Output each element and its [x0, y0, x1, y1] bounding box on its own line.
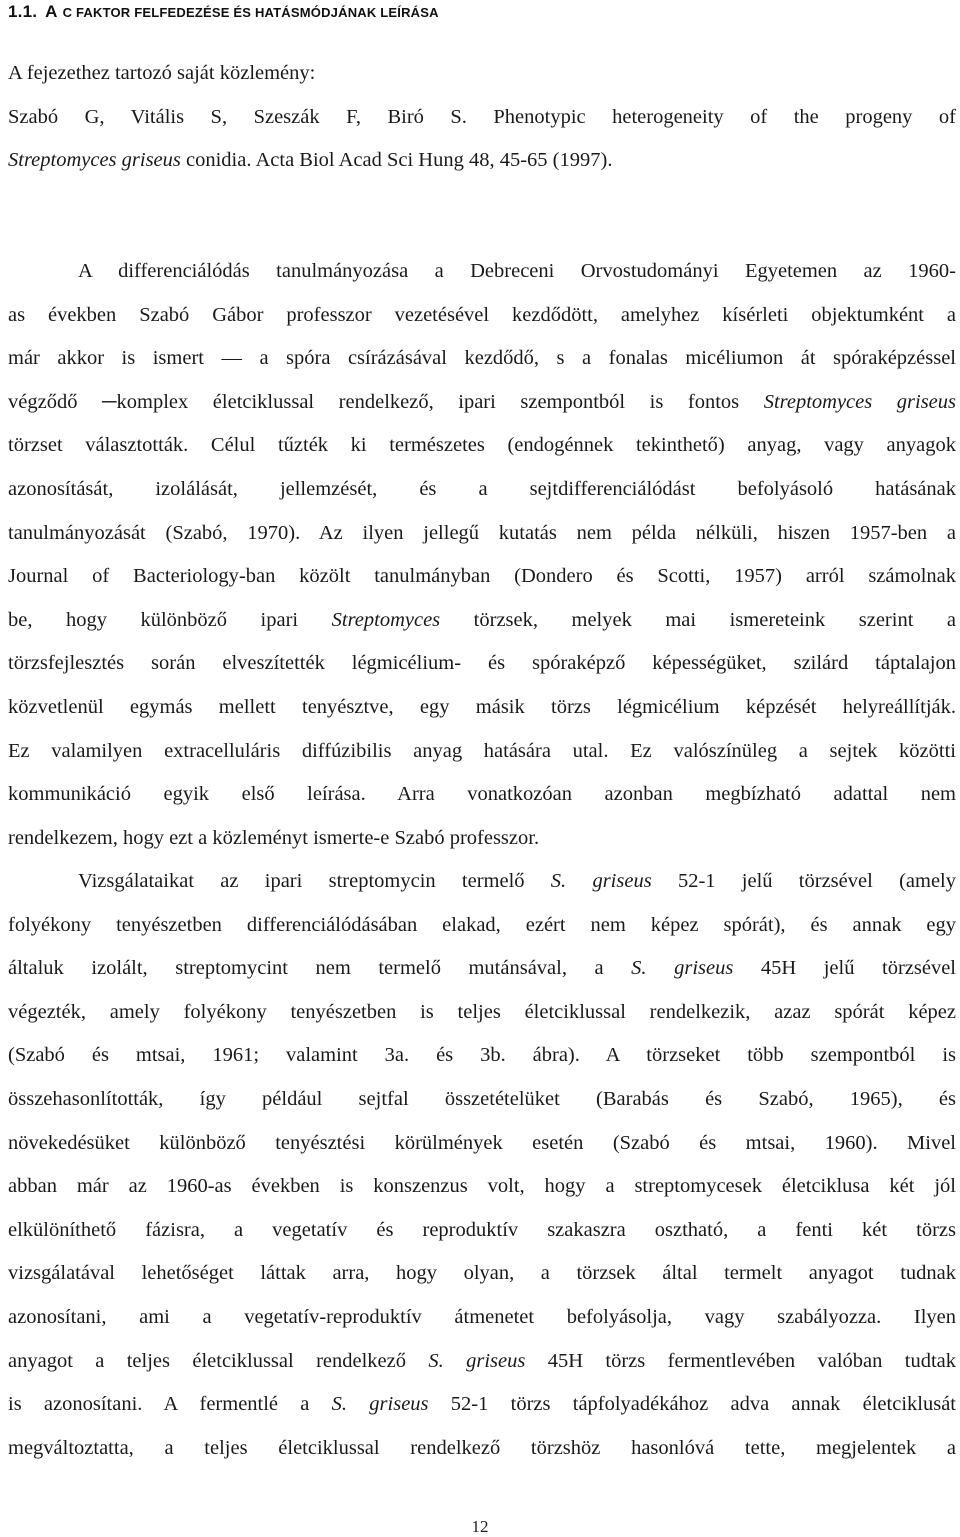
paragraph-line: Ez valamilyen extracelluláris diffúzibilis anyag hatására utal. Ez valószínüleg a sejtek közötti — [8, 739, 956, 762]
paragraph-line: végezték, amely folyékony tenyészetben is teljes életciklussal rendelkezik, azaz spórát képez — [8, 1000, 956, 1023]
line-text: 45H jelű törzsével — [733, 957, 956, 980]
paragraph-line — [8, 1340, 956, 1384]
line-text: anyagot a teljes életciklussal rendelkező — [8, 1349, 429, 1372]
paragraph-line: A differenciálódás tanulmányozása a Debreceni Orvostudományi Egyetemen az 1960- — [78, 260, 956, 282]
species-name: S. griseus — [550, 870, 652, 892]
publication-journal-line — [8, 139, 956, 183]
paragraph-line — [8, 599, 956, 643]
paragraph-line: már akkor is ismert — a spóra csírázásával kezdődő, s a fonalas micéliumon át spóraképzéssel — [8, 347, 956, 370]
section-title: C FAKTOR FELFEDEZÉSE ÉS HATÁSMÓDJÁNAK LEÍRÁSA — [62, 5, 439, 20]
publication-intro: A fejezethez tartozó saját közlemény: — [8, 62, 316, 84]
line-text: 45H törzs fermentlevében valóban tudtak — [525, 1349, 956, 1372]
section-title-initial: A — [45, 2, 58, 21]
paragraph-line — [8, 947, 956, 991]
species-name: S. griseus — [428, 1349, 526, 1372]
paragraph-line: rendelkezem, hogy ezt a közleményt ismerte-e Szabó professzor. — [8, 826, 540, 849]
publication-species: Streptomyces griseus — [8, 149, 181, 171]
paragraph-line — [8, 860, 956, 904]
line-text: 52-1 jelű törzsével (amely — [651, 870, 956, 892]
paragraph-line: Journal of Bacteriology-ban közölt tanulmányban (Dondero és Scotti, 1957) arról számolnak — [8, 565, 956, 588]
line-text: 52-1 törzs tápfolyadékához adva annak életciklusát — [428, 1393, 956, 1416]
paragraph-line: törzset választották. Célul tűzték ki természetes (endogénnek tekinthető) anyag, vagy anyagok — [8, 434, 956, 457]
paragraph-line: közvetlenül egymás mellett tenyésztve, egy másik törzs légmicélium képzését helyreállítják. — [8, 695, 956, 718]
paragraph-line: összehasonlították, így például sejtfal összetételüket (Barabás és Szabó, 1965), és — [8, 1087, 956, 1110]
section-heading — [8, 2, 439, 22]
species-name: Streptomyces griseus — [763, 390, 956, 413]
line-text: végződő ─komplex életciklussal rendelkező, ipari szempontból is fontos — [8, 390, 764, 413]
paragraph-line: (Szabó és mtsai, 1961; valamint 3a. és 3b. ábra). A törzseket több szempontból is — [8, 1044, 956, 1067]
body-paragraph-1 — [8, 250, 956, 860]
paragraph-line: as években Szabó Gábor professzor vezetésével kezdődött, amelyhez kísérleti objektumként a — [8, 303, 956, 326]
paragraph-line: vizsgálatával lehetőséget láttak arra, hogy olyan, a törzsek által termelt anyagot tudnak — [8, 1262, 956, 1285]
publication-authors-title: Szabó G, Vitális S, Szeszák F, Biró S. Phenotypic heterogeneity of the progeny of — [8, 105, 956, 128]
publication-journal: conidia. Acta Biol Acad Sci Hung 48, 45-65 (1997). — [180, 149, 613, 171]
paragraph-line: elkülöníthető fázisra, a vegetatív és reproduktív szakaszra osztható, a fenti két törzs — [8, 1218, 956, 1241]
species-name: S. griseus — [331, 1393, 429, 1416]
line-text: általuk izolált, streptomycint nem termelő mutánsával, a — [8, 957, 632, 980]
paragraph-line: tanulmányozását (Szabó, 1970). Az ilyen jellegű kutatás nem példa nélküli, hiszen 1957-ben a — [8, 521, 956, 544]
body-paragraph-2 — [8, 860, 956, 1470]
paragraph-line — [8, 381, 956, 425]
paragraph-line: abban már az 1960-as években is konszenzus volt, hogy a streptomycesek életciklusa két jól — [8, 1175, 956, 1198]
paragraph-line: kommunikáció egyik első leírása. Arra vonatkozóan azonban megbízható adattal nem — [8, 783, 956, 806]
paragraph-line: azonosítását, izolálását, jellemzését, és a sejtdifferenciálódást befolyásoló hatásának — [8, 477, 956, 500]
paragraph-line: növekedésüket különböző tenyésztési körülmények esetén (Szabó és mtsai, 1960). Mivel — [8, 1131, 956, 1154]
publication-reference — [8, 52, 956, 183]
paragraph-line — [8, 1383, 956, 1427]
paragraph-line: azonosítani, ami a vegetatív-reproduktív átmenetet befolyásolja, vagy szabályozza. Ilyen — [8, 1305, 956, 1328]
section-number: 1.1. — [8, 2, 38, 21]
species-name: S. griseus — [631, 957, 734, 980]
line-text: törzsek, melyek mai ismereteink szerint a — [440, 608, 956, 631]
page-number: 12 — [471, 1517, 489, 1536]
species-name: Streptomyces — [331, 608, 441, 631]
line-text: is azonosítani. A fermentlé a — [8, 1393, 332, 1416]
paragraph-line: megváltoztatta, a teljes életciklussal rendelkező törzshöz hasonlóvá tette, megjelentek a — [8, 1436, 956, 1459]
paragraph-line: törzsfejlesztés során elveszítették légmicélium- és spóraképző képességüket, szilárd táptalajon — [8, 652, 956, 675]
line-text: be, hogy különböző ipari — [8, 608, 332, 631]
paragraph-line: folyékony tenyészetben differenciálódásában elakad, ezért nem képez spórát), és annak egy — [8, 913, 956, 936]
line-text: Vizsgálataikat az ipari streptomycin termelő — [78, 870, 551, 892]
